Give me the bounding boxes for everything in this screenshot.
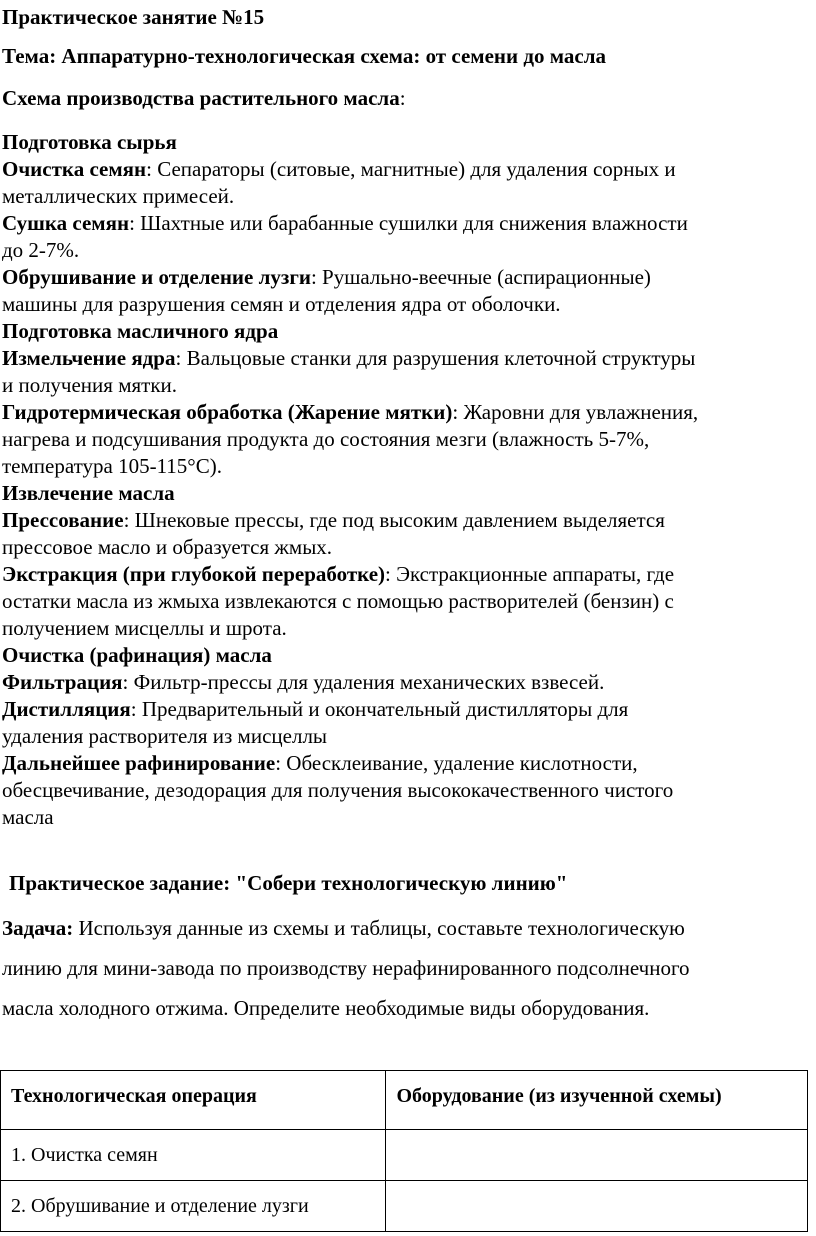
- item-seed-cleaning: [2, 156, 676, 183]
- item-distillation: [2, 696, 628, 723]
- item-text: : Рушально-веечные (аспирационные): [310, 265, 651, 289]
- item-filtration: [2, 669, 604, 696]
- item-solvent-extraction-cont-2: получением мисцеллы и шрота.: [2, 616, 287, 640]
- task-line-2: линию для мини-завода по производству нерафинированного подсолнечного: [2, 956, 690, 980]
- item-hulling-cont: машины для разрушения семян и отделения ядра от оболочки.: [2, 292, 561, 316]
- item-text: : Сепараторы (ситовые, магнитные) для удаления сорных и: [146, 157, 676, 181]
- page-title: Практическое занятие №15: [2, 5, 265, 29]
- section-heading-raw-material: Подготовка сырья: [2, 130, 177, 154]
- item-further-refining: [2, 750, 638, 777]
- table-header-operation: Технологическая операция: [1, 1071, 386, 1130]
- item-term: Очистка семян: [2, 157, 147, 181]
- item-distillation-cont: удаления растворителя из мисцеллы: [2, 724, 328, 748]
- item-kernel-grinding: [2, 345, 695, 372]
- task-line-3: масла холодного отжима. Определите необходимые виды оборудования.: [2, 996, 650, 1020]
- item-text: : Экстракционные аппараты, где: [385, 562, 675, 586]
- scheme-title-colon: :: [399, 86, 406, 110]
- item-pressing: [2, 507, 665, 534]
- item-seed-cleaning-cont: металлических примесей.: [2, 184, 235, 208]
- item-pressing-cont: прессовое масло и образуется жмых.: [2, 535, 333, 559]
- item-term: Обрушивание и отделение лузги: [2, 265, 311, 289]
- item-seed-drying: [2, 210, 688, 237]
- table-cell-equipment[interactable]: [386, 1130, 808, 1181]
- item-hulling: [2, 264, 651, 291]
- scheme-title-text: Схема производства растительного масла: [2, 86, 400, 110]
- section-heading-refining: Очистка (рафинация) масла: [2, 643, 272, 667]
- item-term: Сушка семян: [2, 211, 130, 235]
- item-term: Фильтрация: [2, 670, 123, 694]
- item-term: Дистилляция: [2, 697, 131, 721]
- item-term: Гидротермическая обработка (Жарение мятки): [2, 400, 453, 424]
- item-text: : Обесклеивание, удаление кислотности,: [275, 751, 638, 775]
- table-cell-operation: 2. Обрушивание и отделение лузги: [1, 1181, 386, 1232]
- table-row: [1, 1130, 808, 1181]
- item-hydrothermal-cont-2: температура 105-115°C).: [2, 454, 222, 478]
- item-text: : Предварительный и окончательный дистилляторы для: [130, 697, 629, 721]
- topic-line: Тема: Аппаратурно-технологическая схема: от семени до масла: [2, 44, 606, 68]
- item-solvent-extraction-cont-1: остатки масла из жмыха извлекаются с помощью растворителей (бензин) с: [2, 589, 674, 613]
- item-hydrothermal: [2, 399, 698, 426]
- item-solvent-extraction: [2, 561, 674, 588]
- item-further-refining-cont-2: масла: [2, 805, 54, 829]
- item-kernel-grinding-cont: и получения мятки.: [2, 373, 178, 397]
- item-text: : Жаровни для увлажнения,: [452, 400, 699, 424]
- table-header-row: [1, 1071, 808, 1130]
- section-heading-extraction: Извлечение масла: [2, 481, 175, 505]
- item-text: : Вальцовые станки для разрушения клеточной структуры: [175, 346, 696, 370]
- item-text: : Шахтные или барабанные сушилки для снижения влажности: [129, 211, 688, 235]
- task-label: Задача:: [2, 916, 74, 940]
- practical-heading: Практическое задание: "Собери технологическую линию": [9, 871, 568, 895]
- table-cell-equipment[interactable]: [386, 1181, 808, 1232]
- scheme-title: [2, 85, 406, 112]
- task-line-1: [2, 915, 685, 942]
- item-hydrothermal-cont-1: нагрева и подсушивания продукта до состояния мезги (влажность 5-7%,: [2, 427, 650, 451]
- table-row: [1, 1181, 808, 1232]
- table-header-equipment: Оборудование (из изученной схемы): [386, 1071, 808, 1130]
- item-term: Измельчение ядра: [2, 346, 176, 370]
- item-seed-drying-cont: до 2-7%.: [2, 238, 80, 262]
- table-cell-operation: 1. Очистка семян: [1, 1130, 386, 1181]
- item-text: : Фильтр-прессы для удаления механических взвесей.: [122, 670, 605, 694]
- item-term: Экстракция (при глубокой переработке): [2, 562, 386, 586]
- item-further-refining-cont-1: обесцвечивание, дезодорация для получения высококачественного чистого: [2, 778, 674, 802]
- item-text: : Шнековые прессы, где под высоким давлением выделяется: [123, 508, 665, 532]
- item-term: Прессование: [2, 508, 124, 532]
- item-term: Дальнейшее рафинирование: [2, 751, 276, 775]
- task-text: Используя данные из схемы и таблицы, составьте технологическую: [73, 916, 685, 940]
- section-heading-kernel-prep: Подготовка масличного ядра: [2, 319, 279, 343]
- operations-table: [0, 1070, 808, 1232]
